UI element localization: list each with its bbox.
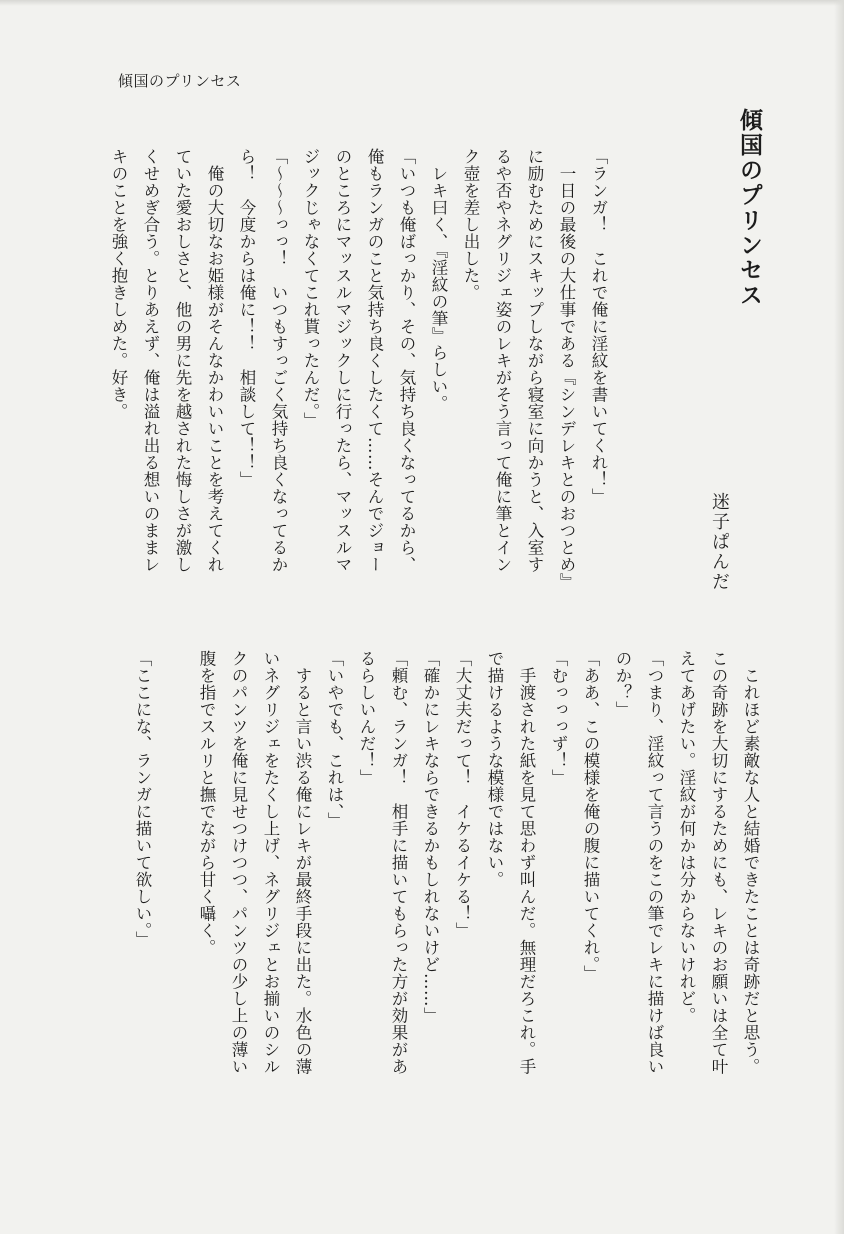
text-line: 腹を指でスルリと撫でながら甘く囁く。 xyxy=(197,650,216,956)
text-line: 「確かにレキならできるかもしれないけど……」 xyxy=(421,650,440,1024)
text-line: くせめぎ合う。とりあえず、俺は溢れ出る想いのままレ xyxy=(141,148,160,573)
text-line: 「いやでも、これは、」 xyxy=(325,650,344,829)
story-title: 傾国のプリンセス xyxy=(736,108,763,308)
blank-line xyxy=(158,650,190,1130)
text-line: 「つまり、淫紋って言うのをこの筆でレキに描けば良い xyxy=(645,650,664,1075)
text-line: 俺もランガのこと気持ち良くしたくて……そんでジョー xyxy=(365,148,384,573)
author-name: 迷子ぱんだ xyxy=(709,492,730,592)
text-line: レキ曰く、『淫紋の筆』らしい。 xyxy=(429,148,448,412)
lower-text-block xyxy=(126,650,766,1130)
text-line: 「むっっっず！」 xyxy=(549,650,568,786)
text-line: 俺の大切なお姫様がそんなかわいいことを考えてくれ xyxy=(205,148,224,573)
text-line: クのパンツを俺に見せつけつつ、パンツの少し上の薄い xyxy=(229,650,248,1075)
text-line: これほど素敵な人と結婚できたことは奇跡だと思う。 xyxy=(741,650,760,1075)
text-line: ら！ 今度からは俺に！！ 相談して！！」 xyxy=(237,148,256,488)
text-line: 「いつも俺ばっかり、その、気持ち良くなってるから、 xyxy=(397,148,416,573)
text-line: るや否やネグリジェ姿のレキがそう言って俺に筆とイン xyxy=(493,148,512,573)
page-edge-shadow-top xyxy=(0,0,844,6)
text-line: ジックじゃなくてこれ貰ったんだ。」 xyxy=(301,148,320,429)
text-line: すると言い渋る俺にレキが最終手段に出た。水色の薄 xyxy=(293,650,312,1075)
text-line: 「頼む、ランガ！ 相手に描いてもらった方が効果があ xyxy=(389,650,408,1075)
upper-text-block xyxy=(102,148,614,590)
text-line: 「ああ、この模様を俺の腹に描いてくれ。」 xyxy=(581,650,600,982)
text-line: いネグリジェをたくし上げ、ネグリジェとお揃いのシル xyxy=(261,650,280,1075)
text-line: キのことを強く抱きしめた。好き。 xyxy=(109,148,128,420)
text-line: ていた愛おしさと、他の男に先を越された悔しさが激し xyxy=(173,148,192,573)
text-line: 「大丈夫だって！ イケるイケる！」 xyxy=(453,650,472,939)
text-line: のか？」 xyxy=(613,650,632,718)
text-line: 「ここにな、ランガに描いて欲しい。」 xyxy=(133,650,152,948)
text-line: 「～～～っっ！ いつもすっごく気持ち良くなってるか xyxy=(269,148,288,573)
text-line: に励むためにスキップしながら寝室に向かうと、入室す xyxy=(525,148,544,573)
text-line: で描けるような模様ではない。 xyxy=(485,650,504,888)
text-line: 手渡された紙を見て思わず叫んだ。無理だろこれ。手 xyxy=(517,650,536,1075)
text-line: えてあげたい。淫紋が何かは分からないけれど。 xyxy=(677,650,696,1024)
text-line: この奇跡を大切にするためにも、レキのお願いは全て叶 xyxy=(709,650,728,1075)
text-line: 一日の最後の大仕事である『シンデレキとのおつとめ』 xyxy=(557,148,576,590)
text-line: るらしいんだ！」 xyxy=(357,650,376,786)
page-edge-shadow-right xyxy=(834,0,844,1234)
text-line: 「ランガ！ これで俺に淫紋を書いてくれ！」 xyxy=(589,148,608,505)
text-line: のところにマッスルマジックしに行ったら、マッスルマ xyxy=(333,148,352,573)
text-line: ク壺を差し出した。 xyxy=(461,148,480,301)
running-header: 傾国のプリンセス xyxy=(118,72,242,90)
